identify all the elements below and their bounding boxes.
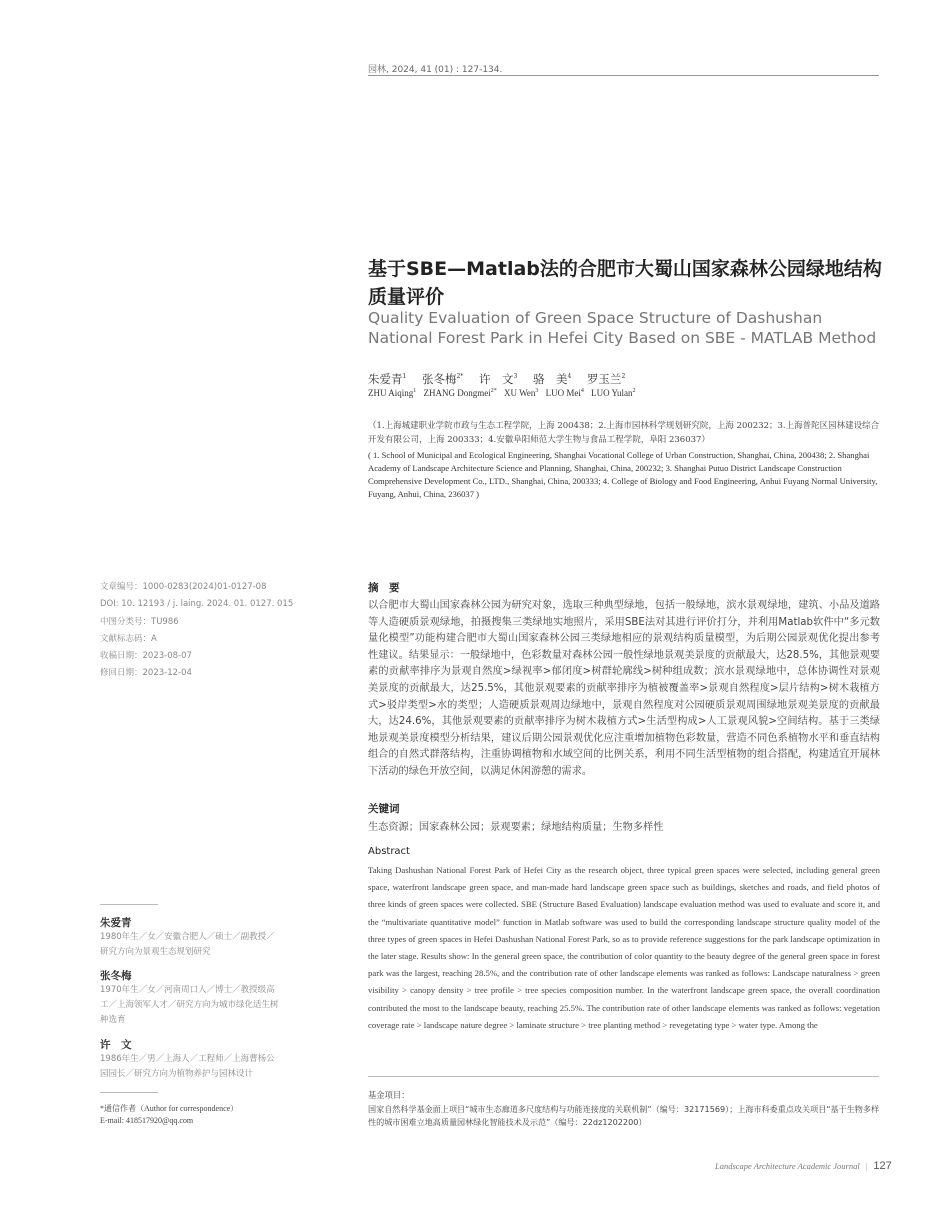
bio-divider [100,904,158,905]
journal-citation: 园林, 2024, 41 (01) : 127-134. [368,65,503,75]
page-number: 127 [873,1160,892,1172]
author-en: LUO Yulan$^2$ [591,388,636,398]
title-chinese: 基于SBE—Matlab法的合肥市大蜀山国家森林公园绿地结构质量评价 [368,258,882,308]
author-bio [100,915,280,960]
funding-rule [368,1076,879,1077]
document-code: 文献标志码：A [100,633,157,644]
title-english: Quality Evaluation of Green Space Structure of Dashushan National Forest Park in Hefei City Based on SBE - MATLAB Method [368,309,877,347]
abstract-en-heading: Abstract [368,846,410,857]
header-rule [368,75,879,76]
bio-name: 张冬梅 [100,970,132,982]
corresponding-email[interactable]: E-mail: 418517920@qq.com [100,1116,194,1125]
revised-date: 修回日期：2023-12-04 [100,668,192,679]
abstract-chinese: 以合肥市大蜀山国家森林公园为研究对象，选取三种典型绿地，包括一般绿地，滨水景观绿地，建筑、小品及道路等人造硬质景观绿地，拍摄搜集三类绿地实地照片，采用SBE法对其进行评价打分，并利用Matlab软件中“多元数量化模型”功能构建合肥市大蜀山国家森林公园三类绿地相应的景观结构质量模型，为后期公园景观优化提出参考性建议。结果显示：一般绿地中，色彩数量对森林公园一般性绿地景观美景度的贡献最大，达28.5%，其他景观要素的贡献率排序为景观自然度>绿视率>郁闭度>树群轮廓线>树种组成数；滨水景观绿地中，总体协调性对景观美景度的贡献最大，达25.5%，其他景观要素的贡献率排序为植被覆盖率>景观自然程度>层片结构>树木栽植方式>驳岸类型>水的类型；人造硬质景观周边绿地中，景观自然程度对公园硬质景观周围绿地景观美景度的贡献最大，达24.6%，其他景观要素的贡献率排序为树木栽植方式>生活型构成>人工景观风貌>空间结构。基于三类绿地景观美景度模型分析结果，建议后期公园景观优化应注重增加植物色彩数量，营造不同色系植物水平和垂直结构组合的自然式群落结构，注重协调植物和水域空间的比例关系，利用不同生活型植物的组合搭配，构建适宜开展林下活动的绿色开放空间，以满足休闲游憩的需求。 [368,600,880,777]
author-en: ZHANG Dongmei$^{2*}$ [423,388,497,398]
article-meta [100,579,293,683]
author-en: ZHU Aiqing$^1$ [368,388,417,398]
author-zh: 许 文$^3$ [478,372,518,386]
author-zh: 朱爱青$^1$ [368,372,407,386]
funding-text: 国家自然科学基金面上项目“城市生态廊道多尺度结构与功能连接度的关联机制”（编号：32171569）；上海市科委重点攻关项目“基于生物多样性的城市困难立地高质量园林绿化智能技术及示范”（编号：22dz1202200） [368,1104,880,1127]
author-zh: 张冬梅$^{2*}$ [421,372,464,386]
bio-text: 1980年生／女／安徽合肥人／硕士／副教授／研究方向为景观生态规划研究 [100,932,275,957]
author-en: XU Wen$^3$ [504,388,539,398]
footer-separator: | [865,1161,868,1171]
author-zh: 骆 美$^4$ [532,372,572,386]
keywords: 生态资源；国家森林公园；景观要素；绿地结构质量；生物多样性 [368,822,664,833]
article-number: 文章编号：1000-0283(2024)01-0127-08 [100,582,267,592]
corresponding-label: *通信作者（Author for correspondence） [100,1104,239,1113]
bio-name: 许 文 [100,1039,132,1051]
received-date: 收稿日期：2023-08-07 [100,651,192,662]
author-bio [100,1037,280,1082]
funding-heading: 基金项目： [368,1090,410,1100]
authors-chinese [368,371,637,387]
affiliations-english: ( 1. School of Municipal and Ecological Engineering, Shanghai Vocational College of Urban Construction, Shanghai, China, 200438; 2. Shanghai Academy of Landscape Architecture Science and Planning, Shanghai, China, 200232; 3. Shanghai Putuo District Landscape Construction Comprehensive Development Co., LTD., Shanghai, China, 200333; 4. College of Biology and Food Engineering, Anhui Fuyang Normal University, Fuyang, Anhui, China, 236037 ) [368,450,878,499]
bio-text: 1986年生／男／上海人／工程师／上海曹杨公园园长／研究方向为植物养护与园林设计 [100,1054,275,1079]
author-en: LUO Mei$^4$ [545,388,584,398]
bio-name: 朱爱青 [100,917,132,929]
author-bio [100,968,280,1028]
affiliations-chinese: （1.上海城建职业学院市政与生态工程学院，上海 200438；2.上海市园林科学规划研究院，上海 200232；3.上海普陀区园林建设综合开发有限公司，上海 200333；4.安徽阜阳师范大学生物与食品工程学院，阜阳 236037） [368,421,880,445]
footer-journal: Landscape Architecture Academic Journal [715,1161,860,1171]
abstract-zh-heading: 摘 要 [368,582,400,594]
corresponding-author [100,1103,238,1127]
authors-english [368,388,641,398]
doi: DOI: 10. 12193 / j. laing. 2024. 01. 0127. 015 [100,599,294,610]
keywords-heading: 关键词 [368,803,400,815]
abstract-english: Taking Dashushan National Forest Park of Hefei City as the research object, three typical green spaces were selected, including general green space, waterfront landscape green space, and man-made hard landscape green space such as buildings, sketches and roads, and field photos of three kinds of green spaces were collected. SBE (Structure Based Evaluation) landscape evaluation method was used to evaluate and score it, and the “multivariate quantitative model” function in Matlab software was used to build the corresponding landscape structure quality model of the three types of green spaces in Hefei Dashushan National Forest Park, so as to provide reference suggestions for the park landscape optimization in the later stage. Results show: In the general green space, the contribution of color quantity to the beauty degree of the general green space in forest park was the largest, reaching 28.5%, and the contribution rate of other landscape elements was ranked as follows: Landscape naturalness > green visibility > canopy density > tree profile > tree species composition number. In the waterfront landscape green space, the overall coordination contributed the most to the landscape beauty, reaching 25.5%. The contribution rate of other landscape elements was ranked as follows: vegetation coverage rate > landscape nature degree > laminate structure > tree planting method > revegetating type > water type. Among the [368,865,880,1030]
bio-text: 1970年生／女／河南周口人／博士／教授级高工／上海领军人才／研究方向为城市绿化适生树种选育 [100,985,279,1025]
clc-number: 中图分类号：TU986 [100,616,179,627]
author-zh: 罗玉兰$^2$ [586,372,626,386]
page-footer [715,1160,892,1172]
corr-divider [100,1092,158,1093]
